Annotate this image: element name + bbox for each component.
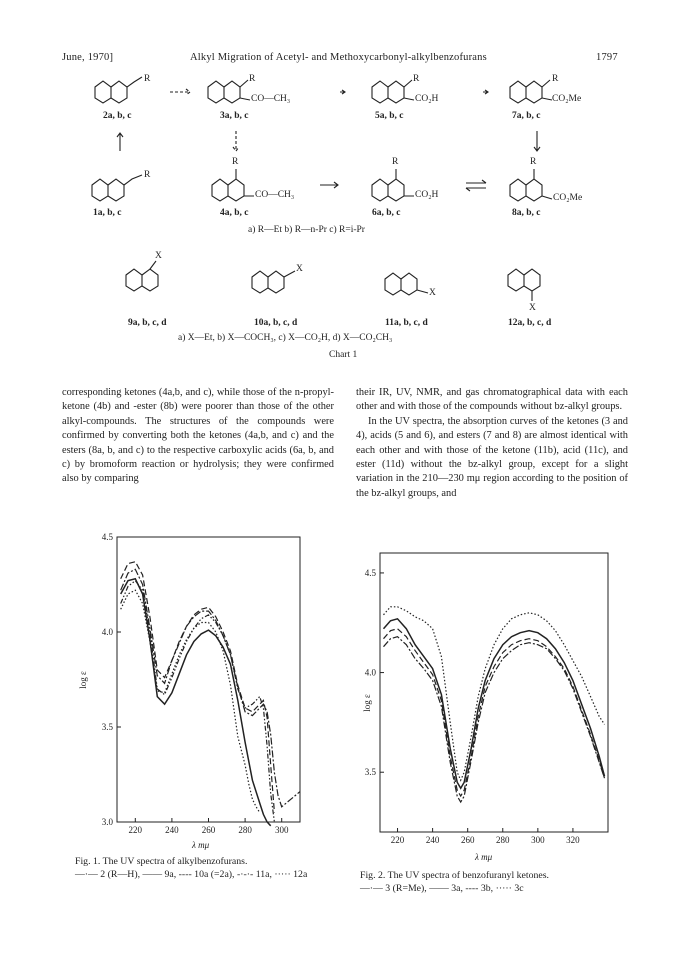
fig1-ylabel: log ε (77, 671, 88, 689)
label-10: 10a, b, c, d (254, 318, 298, 328)
label-7: 7a, b, c (512, 111, 541, 121)
sub-x-10: X (296, 264, 303, 274)
fig1-caption-title: Fig. 1. The UV spectra of alkylbenzofurans. (75, 856, 248, 867)
arrow-3-to-5 (340, 90, 345, 94)
label-11: 11a, b, c, d (385, 318, 428, 328)
sub-group-5: CO₂H (415, 94, 439, 104)
chart1-title: Chart 1 (329, 350, 358, 360)
structure-8 (510, 169, 552, 201)
structure-5 (372, 80, 414, 103)
fig1-plot-frame (117, 537, 300, 822)
structure-7 (510, 80, 552, 103)
fig1-xtick-label: 260 (201, 825, 216, 835)
sub-r-8: R (530, 157, 537, 167)
fig1-series-2-r-h (121, 569, 300, 807)
header-left: June, 1970] (62, 52, 114, 63)
label-9: 9a, b, c, d (128, 318, 167, 328)
label-4: 4a, b, c (220, 208, 249, 218)
fig2-xtick-label: 240 (425, 835, 440, 845)
structure-1 (92, 175, 142, 201)
fig1-xtick-label: 240 (165, 825, 179, 835)
fig1-ytick-label: 3.5 (101, 722, 113, 732)
left-paragraph: corresponding ketones (4a,b, and c), while those of the n-propyl-ketone (4b) and -ester (8b) were poorer than those of the other alkyl-compounds. The structures of the compounds were confirmed by converting both the ketones (4a,b, and c) and the esters (8a, b, and c) to the respective carboxylic acids (6a, b, and c) by bromoform reaction or hydrolysis; they were confirmed also by comparing (62, 387, 334, 485)
fig2-plot-frame (380, 553, 608, 832)
sub-r-3: R (249, 74, 256, 84)
sub-r-1: R (144, 170, 151, 180)
fig1-series-9a (121, 579, 271, 826)
sub-group-7: CO₂Me (552, 94, 582, 104)
fig2-caption-legend: —·— 3 (R=Me), —— 3a, ---- 3b, ····· 3c (360, 883, 524, 894)
fig2-ytick-label: 4.0 (364, 667, 376, 678)
header-title: Alkyl Migration of Acetyl- and Methoxycarbonyl-alkylbenzofurans (190, 52, 487, 63)
fig1-xlabel: λ mμ (192, 840, 210, 850)
sub-x-12: X (529, 303, 536, 313)
fig1-ytick-label: 4.5 (101, 532, 113, 542)
fig1-ytick-label: 4.0 (101, 627, 113, 637)
fig2-caption-title: Fig. 2. The UV spectra of benzofuranyl ketones. (360, 870, 549, 881)
structure-3 (208, 80, 250, 103)
structure-9 (126, 261, 158, 291)
sub-group-8: CO₂Me (553, 193, 583, 203)
label-12: 12a, b, c, d (508, 318, 552, 328)
fig2-series-3a (384, 619, 605, 788)
arrow-5-to-7 (483, 90, 488, 94)
fig2-xtick-label: 320 (566, 835, 580, 845)
fig1-ytick-label: 3.0 (101, 817, 113, 827)
structure-6 (372, 169, 414, 201)
fig2-ytick-label: 3.5 (364, 767, 376, 778)
fig2-series-3c (384, 607, 605, 780)
fig2-series-3b (384, 629, 605, 796)
fig1-caption (75, 855, 340, 881)
fig2-xtick-label: 300 (531, 835, 545, 845)
structure-4 (212, 169, 254, 201)
arrow-3-to-4 (233, 131, 239, 151)
structure-12 (508, 269, 540, 301)
fig1-series-10a-2a (121, 562, 275, 813)
sub-group-4: CO—CH₃ (255, 190, 295, 200)
right-paragraph-1: their IR, UV, NMR, and gas chromatographical data with each other and with those of the compounds without bz-alkyl groups. (356, 387, 628, 413)
fig1-xtick-label: 280 (238, 825, 252, 835)
sub-r-5: R (413, 74, 420, 84)
label-8: 8a, b, c (512, 208, 541, 218)
fig2-series-3-r-me (384, 637, 605, 802)
fig1-xtick-label: 300 (274, 825, 289, 835)
fig2-xtick-label: 280 (496, 835, 510, 845)
sub-group-3: CO—CH₃ (251, 94, 291, 104)
fig2-xtick-label: 260 (460, 835, 475, 845)
sub-r-4: R (232, 157, 239, 167)
sub-r-6: R (392, 157, 399, 167)
arrow-4-to-6 (320, 182, 338, 188)
arrow-2-to-3 (170, 89, 190, 95)
fig2-ylabel: log ε (361, 694, 372, 712)
chart1-key-r: a) R—Et b) R—n-Pr c) R=i-Pr (248, 225, 365, 235)
chart1-key-x: a) X—Et, b) X—COCH₃, c) X—CO₂H, d) X—CO₂CH₃ (178, 333, 393, 343)
fig1-xtick-label: 220 (128, 825, 143, 835)
label-1: 1a, b, c (93, 208, 122, 218)
sub-group-6: CO₂H (415, 190, 439, 200)
header-page-number: 1797 (596, 52, 618, 63)
arrow-7-to-8 (534, 131, 540, 151)
chart1-structures (0, 65, 688, 315)
fig1-caption-legend: —·— 2 (R—H), —— 9a, ---- 10a (=2a), -·-·- 11a, ····· 12a (75, 869, 308, 880)
structure-11 (385, 273, 428, 295)
fig2-xlabel: λ mμ (475, 852, 493, 862)
sub-x-9: X (155, 251, 162, 261)
right-column-text (356, 386, 628, 501)
sub-x-11: X (429, 288, 436, 298)
arrow-1-to-2 (117, 133, 123, 151)
fig2-ytick-label: 4.5 (364, 567, 376, 578)
arrow-6-to-8-equilibrium (466, 180, 486, 191)
left-column-text (62, 386, 334, 487)
label-3: 3a, b, c (220, 111, 249, 121)
fig1-series-12a (121, 590, 260, 812)
fig2-caption (360, 869, 635, 895)
label-6: 6a, b, c (372, 208, 401, 218)
structure-10 (252, 271, 295, 293)
label-2: 2a, b, c (103, 111, 132, 121)
sub-r-2: R (144, 74, 151, 84)
structure-2 (95, 77, 142, 103)
right-paragraph-2: In the UV spectra, the absorption curves of the ketones (3 and 4), acids (5 and 6), and esters (7 and 8) are almost identical with each other and with those of the ketone (11b), acid (11c), and ester (11d) without the bz-alkyl group, except for a slight variation in the 210—230 mμ region according to the position of the bz-alkyl groups, and (356, 415, 628, 499)
fig2-xtick-label: 220 (390, 835, 405, 845)
sub-r-7: R (552, 74, 559, 84)
label-5: 5a, b, c (375, 111, 404, 121)
fig1-series-11a (121, 581, 275, 822)
